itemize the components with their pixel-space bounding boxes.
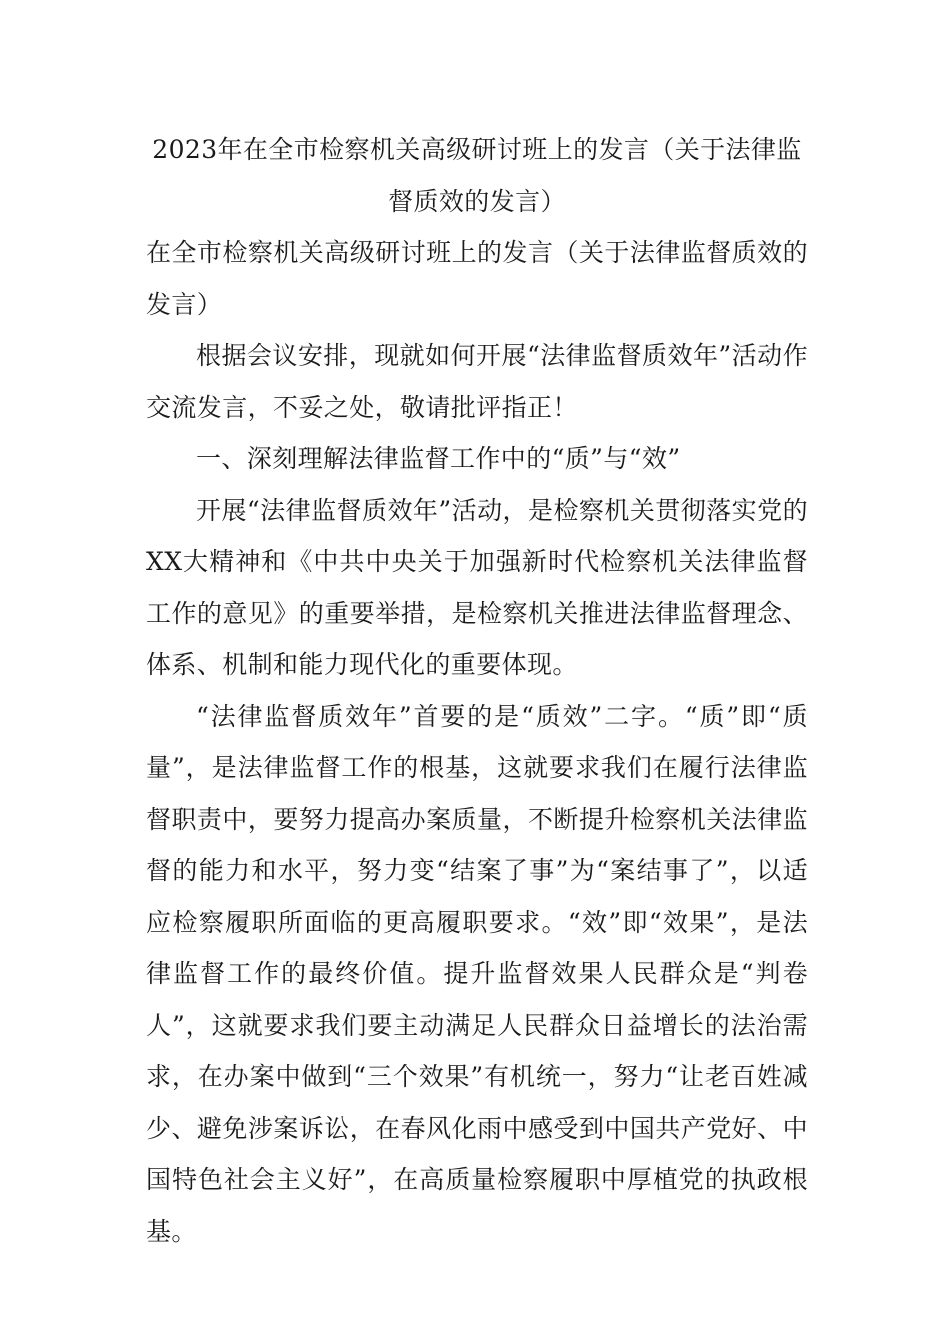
body-paragraph: “法律监督质效年”首要的是“质效”二字。“质”即“质量”，是法律监督工作的根基，这就要求我们在履行法律监督职责中，要努力提高办案质量，不断提升检察机关法律监督的能力和水平，努力变“结案了事”为“案结事了”，以适应检察履职所面临的更高履职要求。“效”即“效果”，是法律监督工作的最终价值。提升监督效果人民群众是“判卷人”，这就要求我们要主动满足人民群众日益增长的法治需求，在办案中做到“三个效果”有机统一，努力“让老百姓减少、避免涉案诉讼，在春风化雨中感受到中国共产党好、中国特色社会主义好”，在高质量检察履职中厚植党的执政根基。 [146, 701, 808, 1246]
document-subtitle: 在全市检察机关高级研讨班上的发言（关于法律监督质效的发言） [146, 238, 808, 319]
section-heading: 一、深刻理解法律监督工作中的“质”与“效” [196, 444, 681, 473]
body-paragraph: 开展“法律监督质效年”活动，是检察机关贯彻落实党的XX大精神和《中共中央关于加强新时代检察机关法律监督工作的意见》的重要举措，是检察机关推进法律监督理念、体系、机制和能力现代化的重要体现。 [146, 495, 808, 679]
intro-paragraph: 根据会议安排，现就如何开展“法律监督质效年”活动作交流发言，不妥之处，敬请批评指正！ [146, 341, 808, 422]
document-title: 2023年在全市检察机关高级研讨班上的发言（关于法律监督质效的发言） [152, 135, 802, 216]
document-body [146, 124, 808, 1257]
